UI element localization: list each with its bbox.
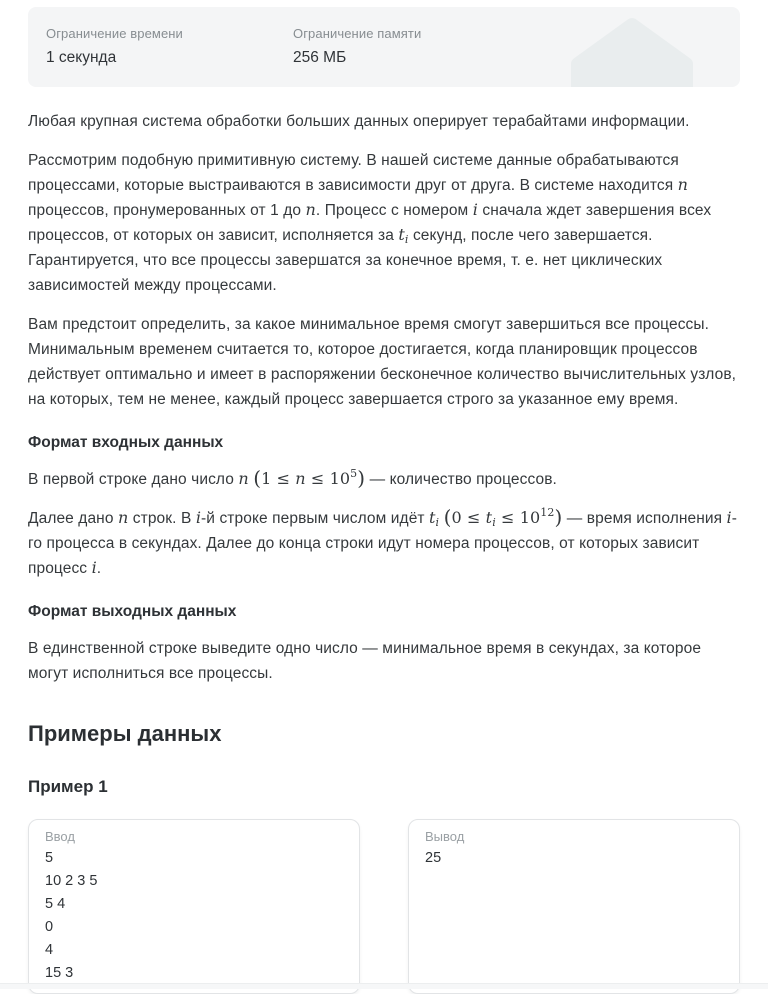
input-format-paragraph [28, 506, 740, 581]
math-paren: ) [357, 466, 366, 490]
sample-output-label: Вывод [425, 829, 465, 844]
sample-line: 10 2 3 5 [45, 873, 98, 889]
memory-limit-value: 256 МБ [293, 49, 347, 66]
math-subscript: i [492, 516, 496, 529]
math-variable: n [295, 469, 306, 488]
math-text: ≤ 10 [495, 508, 541, 527]
sample-line: 15 3 [45, 965, 74, 981]
sample-output-lines [425, 847, 723, 870]
text-run: Далее дано [28, 510, 118, 527]
input-format-heading: Формат входных данных [28, 434, 224, 451]
sample-input-label: Ввод [45, 829, 75, 844]
limits-card [28, 7, 740, 87]
sample-line: 25 [425, 850, 442, 866]
math-superscript: 5 [350, 467, 358, 480]
output-format-paragraph [28, 636, 740, 686]
time-limit [46, 26, 293, 87]
text-run: сначала ждет завершения всех процессов, от которых он зависит, исполняется за [28, 202, 712, 244]
math-variable: t [485, 508, 493, 527]
text-run: секунд, после чего завершается. Гарантируется, что все процессы завершатся за конечное время, т. е. нет циклических зависимостей между процессами. [28, 227, 663, 294]
memory-limit-label: Ограничение памяти [293, 26, 422, 41]
text-run: Любая крупная система обработки больших данных оперирует терабайтами информации. [28, 113, 690, 130]
math-variable: i [195, 508, 202, 527]
text-run: — количество процессов. [365, 471, 557, 488]
math-variable: i [91, 558, 97, 577]
text-run: . Процесс с номером [315, 202, 473, 219]
math-text: 0 ≤ [451, 508, 486, 527]
math-variable: i [472, 200, 478, 219]
sample-line: 5 [45, 850, 54, 866]
sample-line: 5 4 [45, 896, 66, 912]
math-subscript: i [435, 516, 440, 529]
sample-output-box [408, 819, 740, 994]
input-format-paragraph [28, 467, 740, 492]
text-run: процессов, пронумерованных от 1 до [28, 202, 306, 219]
math-variable: n [305, 200, 316, 219]
memory-limit [293, 26, 421, 87]
text-run: Вам предстоит определить, за какое минимальное время смогут завершиться все процессы. Минимальным временем считается то, которое достигается, когда планировщик процессов действует оптимально и имеет в распоряжении бесконечное количество вычислительных узлов, на которых, тем не менее, каждый процесс завершается строго за указанное ему время. [28, 316, 737, 408]
math-variable: n [677, 175, 689, 194]
math-text: 1 ≤ [261, 469, 296, 488]
example1-heading: Пример 1 [28, 777, 108, 796]
problem-paragraph [28, 109, 740, 134]
math-text: ≤ 10 [305, 469, 351, 488]
text-run: -й строке первым числом идёт [201, 510, 430, 527]
math-variable: i [726, 508, 732, 527]
problem-paragraph [28, 148, 740, 298]
text-run: В первой строке дано число [28, 471, 239, 488]
output-format-heading: Формат выходных данных [28, 603, 237, 620]
math-paren: ( [253, 466, 262, 490]
time-limit-value: 1 секунда [46, 49, 117, 66]
text-run: . [96, 560, 102, 577]
sample-line: 0 [45, 919, 54, 935]
contest-watermark-icon [570, 17, 694, 87]
math-paren: ( [443, 505, 452, 529]
math-subscript: i [404, 233, 409, 246]
example1-samples [28, 819, 740, 994]
text-run: — время исполнения [562, 510, 727, 527]
math-variable: n [238, 469, 249, 488]
sample-line: 4 [45, 942, 54, 958]
math-variable: t [429, 508, 436, 527]
page-bottom-strip [0, 983, 768, 989]
math-variable: n [117, 508, 129, 527]
text-run: строк. В [128, 510, 196, 527]
text-run: -го процесса в секундах. Далее до конца строки идут номера процессов, от которых зависит процесс [28, 510, 738, 577]
math-paren: ) [554, 505, 563, 529]
sample-input-box [28, 819, 360, 994]
problem-paragraph [28, 312, 740, 412]
examples-heading: Примеры данных [28, 721, 222, 746]
text-run: Рассмотрим подобную примитивную систему. В нашей системе данные обрабатываются процессами, которые выстраиваются в зависимости друг от друга. В системе находится [28, 152, 679, 194]
time-limit-label: Ограничение времени [46, 26, 183, 41]
math-superscript: 12 [540, 506, 555, 519]
sample-input-lines [45, 847, 343, 985]
math-variable: t [398, 225, 405, 244]
text-run: В единственной строке выведите одно число — минимальное время в секундах, за которое могут исполниться все процессы. [28, 640, 702, 682]
